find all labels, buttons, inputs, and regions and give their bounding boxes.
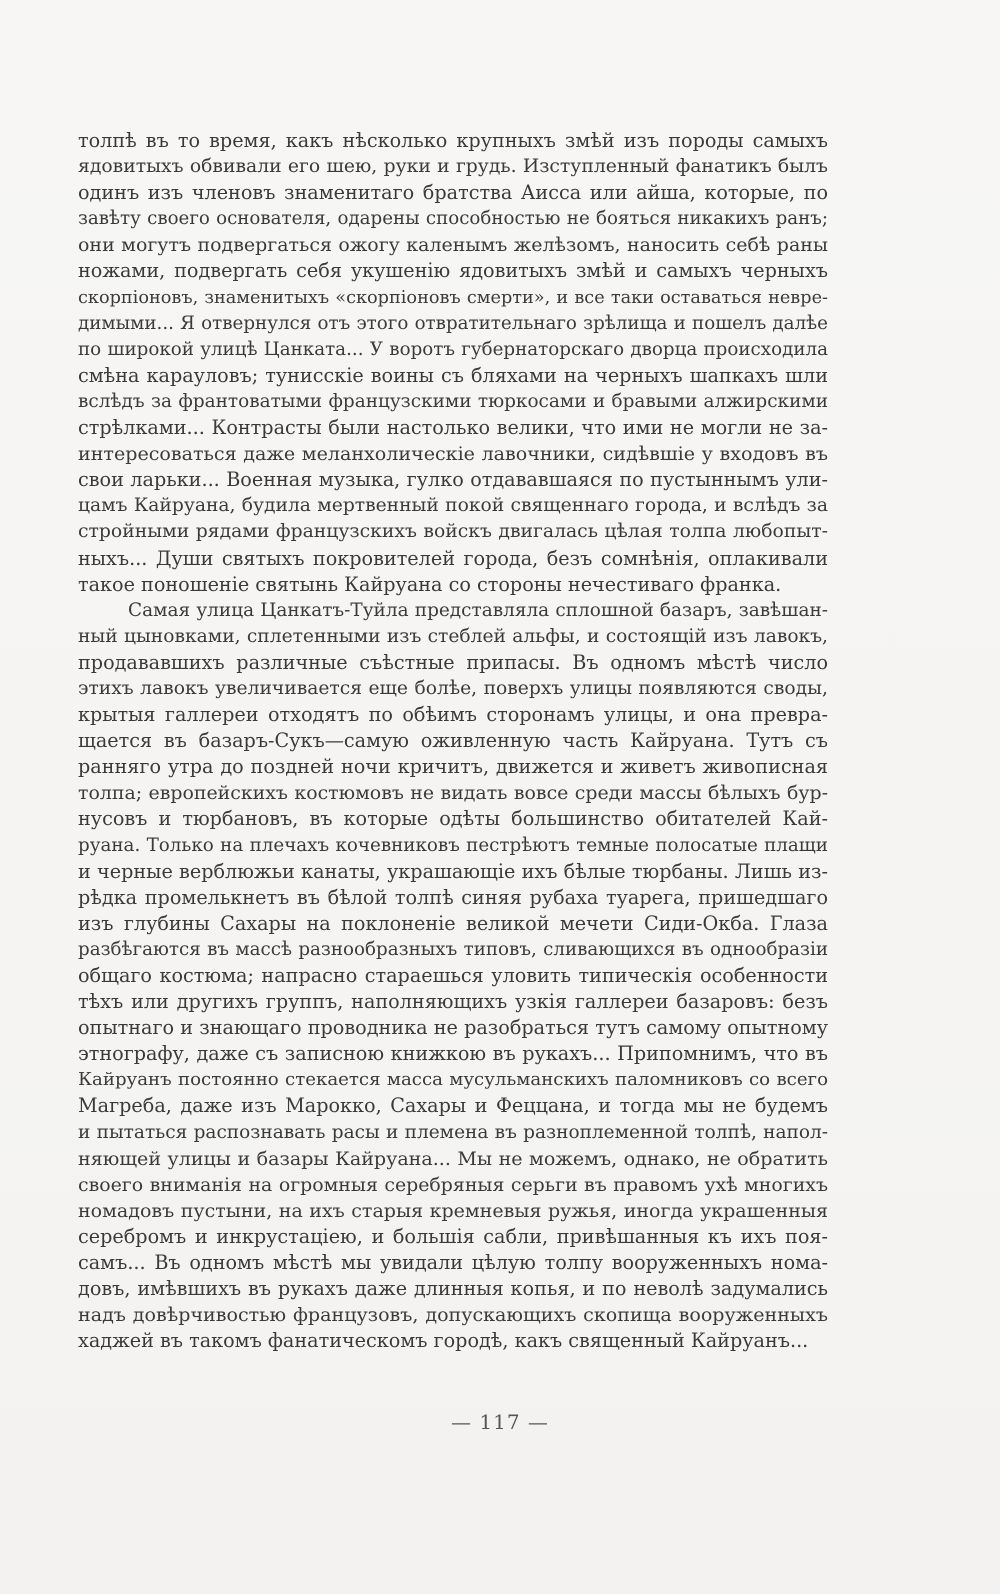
text-line: смѣна карауловъ; тунисскіе воины съ бляхами на черныхъ шапкахъ шли	[78, 363, 828, 387]
text-line: рѣдка промелькнетъ въ бѣлой толпѣ синяя рубаха туарега, пришедшаго	[78, 885, 828, 909]
text-line: довъ, имѣвшихъ въ рукахъ даже длинныя копья, и по неволѣ задумались	[78, 1277, 828, 1301]
text-line: и черные верблюжьи канаты, украшающіе ихъ бѣлые тюрбаны. Лишь из-	[78, 859, 828, 883]
text-line: толпѣ въ то время, какъ нѣсколько крупныхъ змѣй изъ породы самыхъ	[78, 129, 828, 152]
text-line: изъ глубины Сахары на поклоненіе великой мечети Сиди-Окба. Глаза	[78, 911, 828, 935]
text-line: завѣту своего основателя, одарены способностью не бояться никакихъ ранъ;	[78, 208, 828, 230]
text-line: скорпіоновъ, знаменитыхъ «скорпіоновъ смерти», и все таки оставаться невре-	[78, 287, 828, 308]
text-line: ножами, подвергать себя укушенію ядовитыхъ змѣй и самыхъ черныхъ	[78, 259, 828, 283]
text-line: нусовъ и тюрбановъ, въ которые одѣты большинство обитателей Кай-	[78, 807, 828, 831]
text-line: няющей улицы и базары Кайруана... Мы не можемъ, однако, не обратить	[78, 1147, 828, 1170]
text-line: руана. Только на плечахъ кочевниковъ пестрѣютъ темные полосатые плащи	[78, 834, 828, 856]
text-line: Кайруанъ постоянно стекается масса мусульманскихъ паломниковъ со всего	[78, 1069, 828, 1091]
text-line: своего вниманія на огромныя серебряныя серьги въ правомъ ухѣ многихъ	[78, 1173, 828, 1196]
text-line: ядовитыхъ обвивали его шею, руки и грудь. Изступленный фанатикъ былъ	[78, 156, 828, 178]
text-line: димыми... Я отвернулся отъ этого отвратительнаго зрѣлища и пошелъ далѣе	[78, 312, 828, 334]
paragraph	[78, 598, 828, 1355]
text-line: вслѣдъ за франтоватыми французскими тюркосами и бравыми алжирскими	[78, 390, 828, 412]
text-line: они могутъ подвергаться ожогу каленымъ желѣзомъ, наносить себѣ раны	[78, 234, 828, 257]
text-line: самъ... Въ одномъ мѣстѣ мы увидали цѣлую толпу вооруженныхъ нома-	[78, 1251, 828, 1275]
text-line: стрѣлками... Контрасты были настолько велики, что ими не могли не за-	[78, 416, 828, 440]
text-line: крытыя галлереи отходятъ по обѣимъ сторонамъ улицы, и она превра-	[78, 703, 828, 727]
body-text	[78, 128, 828, 1354]
text-line: одинъ изъ членовъ знаменитаго братства Аисса или айша, которые, по	[78, 181, 828, 205]
text-line: такое поношеніе святынь Кайруана со стороны нечестиваго франка.	[78, 572, 782, 596]
page-number: — 117 —	[451, 1410, 549, 1434]
text-line: по широкой улицѣ Цанката... У воротъ губернаторскаго дворца происходила	[78, 338, 828, 360]
text-line: интересоваться даже меланхолическіе лавочники, сидѣвшіе у входовъ въ	[78, 443, 828, 466]
text-line: свои ларьки... Военная музыка, гулко отдававшаяся по пустыннымъ ули-	[78, 468, 828, 492]
paragraph	[78, 128, 828, 598]
text-line: номадовъ пустыни, на ихъ старыя кремневыя ружья, иногда украшенныя	[78, 1199, 828, 1222]
text-line: опытнаго и знающаго проводника не разобраться тутъ самому опытному	[78, 1016, 828, 1040]
text-line: ный цыновками, сплетенными изъ стеблей альфы, и состоящій изъ лавокъ,	[78, 625, 828, 647]
text-line: ныхъ... Души святыхъ покровителей города, безъ сомнѣнія, оплакивали	[78, 546, 828, 570]
text-line: Самая улица Цанкатъ-Туйла представляла сплошной базаръ, завѣшан-	[128, 599, 828, 621]
text-line: Магреба, даже изъ Марокко, Сахары и Феццана, и тогда мы не будемъ	[78, 1094, 828, 1118]
text-line: стройными рядами французскихъ войскъ двигалась цѣлая толпа любопыт-	[78, 521, 828, 543]
text-line: общаго костюма; напрасно стараешься уловить типическія особенности	[78, 964, 828, 987]
text-line: и пытаться распознавать расы и племена въ разноплеменной толпѣ, напол-	[78, 1121, 828, 1143]
text-line: этнографу, даже съ записною книжкою въ рукахъ... Припомнимъ, что въ	[78, 1042, 828, 1066]
text-line: серебромъ и инкрустаціею, и большія сабли, привѣшанныя къ ихъ поя-	[78, 1224, 828, 1248]
text-line: надъ довѣрчивостью французовъ, допускающихъ скопища вооруженныхъ	[78, 1304, 828, 1327]
text-line: тѣхъ или другихъ группъ, наполняющихъ узкія галлереи базаровъ: безъ	[78, 990, 828, 1014]
text-line: разбѣгаются въ массѣ разнообразныхъ типовъ, сливающихся въ однообразіи	[78, 938, 828, 960]
text-line: этихъ лавокъ увеличивается еще болѣе, поверхъ улицы появляются своды,	[78, 677, 828, 699]
text-line: ранняго утра до поздней ночи кричитъ, движется и живетъ живописная	[78, 755, 828, 779]
text-line: цамъ Кайруана, будила мертвенный покой священнаго города, и вслѣдъ за	[78, 495, 828, 517]
text-line: хаджей въ такомъ фанатическомъ городѣ, какъ священный Кайруанъ...	[78, 1329, 809, 1353]
text-line: щается въ базаръ-Сукъ—самую оживленную часть Кайруана. Тутъ съ	[78, 729, 828, 753]
text-line: толпа; европейскихъ костюмовъ не видать вовсе среди массы бѣлыхъ бур-	[78, 782, 828, 805]
text-line: продававшихъ различные съѣстные припасы. Въ одномъ мѣстѣ число	[78, 650, 828, 674]
